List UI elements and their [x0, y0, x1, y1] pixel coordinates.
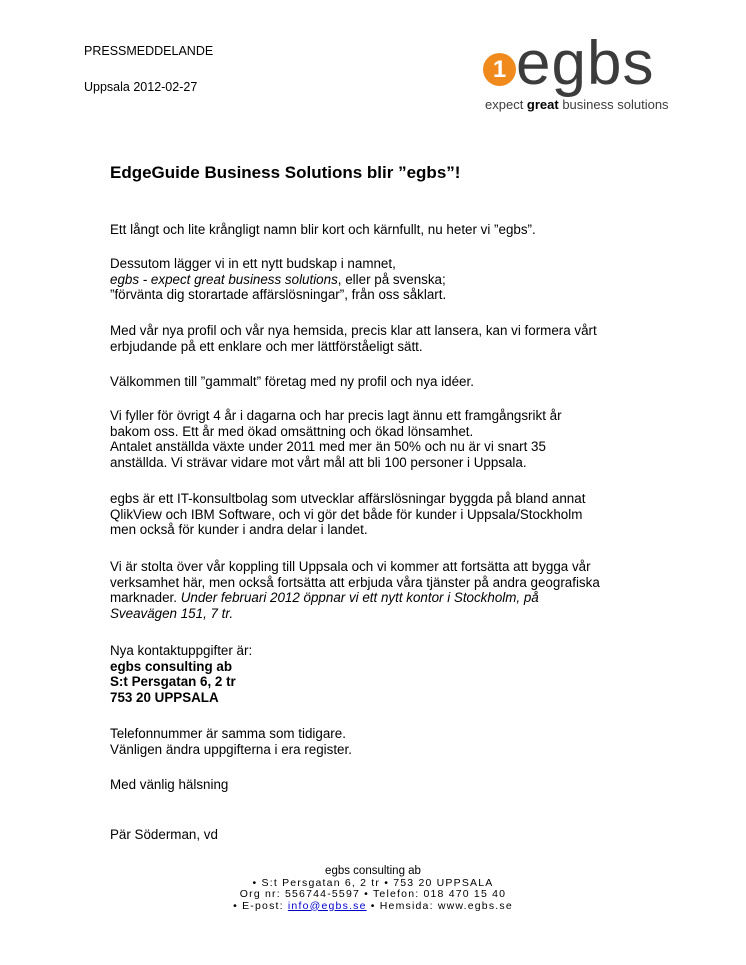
egbs-logo	[482, 30, 702, 120]
paragraph-1	[110, 222, 670, 238]
p7-italic-2: Sveavägen 151, 7 tr.	[110, 605, 234, 621]
footer-email-label: • E-post:	[233, 899, 288, 912]
closing	[110, 777, 670, 793]
p6-line-1: egbs är ett IT-konsultbolag som utvecklar affärslösningar byggda på bland annat	[110, 491, 586, 506]
footer-email-link[interactable]: info@egbs.se	[287, 899, 367, 912]
p2-line-3: ”förvänta dig storartade affärslösningar”, från oss såklart.	[110, 287, 447, 302]
signature-text: Pär Söderman, vd	[110, 827, 218, 842]
p4-text: Välkommen till ”gammalt” företag med ny profil och nya idéer.	[110, 374, 474, 389]
p5-line-2: bakom oss. Ett år med ökad omsättning och ökad lönsamhet.	[110, 423, 474, 439]
tagline-pre: expect	[485, 97, 527, 112]
p2-rest: , eller på svenska;	[337, 271, 446, 287]
p7-italic: Under februari 2012 öppnar vi ett nytt kontor i Stockholm, på	[180, 590, 539, 605]
logo-tagline	[485, 97, 669, 112]
phone-line-2: Vänligen ändra uppgifterna i era register.	[110, 741, 352, 757]
p3-line-2: erbjudande på ett enklare och mer lättförståeligt sätt.	[110, 338, 423, 354]
logo-wordmark: egbs	[516, 29, 655, 98]
page-title: EdgeGuide Business Solutions blir ”egbs”!	[110, 163, 461, 182]
footer-org: Org nr: 556744-5597 • Telefon: 018 470 15 40	[239, 888, 507, 900]
document-type: PRESSMEDDELANDE	[84, 44, 214, 58]
p7-plain: marknader.	[110, 590, 181, 605]
contact-intro: Nya kontaktuppgifter är:	[110, 643, 253, 658]
footer-web: • Hemsida: www.egbs.se	[366, 899, 513, 912]
contact-street: S:t Persgatan 6, 2 tr	[110, 674, 236, 689]
p7-line-4	[110, 606, 670, 622]
contact-block	[110, 643, 670, 705]
p2-italic: egbs - expect great business solutions	[110, 271, 338, 287]
contact-city: 753 20 UPPSALA	[110, 689, 219, 705]
p5-line-3: Antalet anställda växte under 2011 med mer än 50% och nu är vi snart 35	[110, 439, 546, 454]
paragraph-7	[110, 559, 670, 621]
p2-line-1: Dessutom lägger vi in ett nytt budskap i namnet,	[110, 256, 396, 271]
footer-company: egbs consulting ab	[325, 865, 421, 877]
p5-line-1: Vi fyller för övrigt 4 år i dagarna och har precis lagt ännu ett framgångsrikt år	[110, 408, 562, 423]
p3-line-1: Med vår nya profil och vår nya hemsida, precis klar att lansera, kan vi formera vårt	[110, 323, 597, 338]
paragraph-3	[110, 323, 670, 354]
p5-line-4: anställda. Vi strävar vidare mot vårt mål att bli 100 personer i Uppsala.	[110, 454, 527, 470]
p7-line-2: verksamhet här, men också fortsätta att erbjuda våra tjänster på andra geografiska	[110, 574, 600, 590]
paragraph-6	[110, 491, 670, 538]
p2-line-2	[110, 272, 670, 288]
paragraph-2	[110, 256, 670, 303]
paragraph-4	[110, 374, 670, 390]
footer-contact	[0, 901, 746, 913]
footer	[0, 866, 746, 912]
logo-badge: 1	[492, 56, 507, 83]
tagline-post: business solutions	[558, 97, 669, 112]
p7-line-1: Vi är stolta över vår koppling till Uppsala och vi kommer att fortsätta att bygga vår	[110, 559, 591, 574]
paragraph-5	[110, 408, 670, 470]
closing-text: Med vänlig hälsning	[110, 777, 229, 792]
p7-line-3	[110, 590, 670, 606]
signature	[110, 827, 670, 843]
p6-line-3: men också för kunder i andra delar i landet.	[110, 522, 368, 537]
footer-address: • S:t Persgatan 6, 2 tr • 753 20 UPPSALA	[252, 876, 494, 889]
place-date: Uppsala 2012-02-27	[84, 80, 198, 94]
phone-line-1: Telefonnummer är samma som tidigare.	[110, 726, 346, 741]
tagline-bold: great	[526, 97, 559, 112]
contact-company: egbs consulting ab	[110, 658, 233, 674]
p6-line-2: QlikView och IBM Software, och vi gör det både för kunder i Uppsala/Stockholm	[110, 506, 583, 522]
phone-note	[110, 726, 670, 757]
p1-text: Ett långt och lite krångligt namn blir kort och kärnfullt, nu heter vi ”egbs”.	[110, 222, 536, 237]
